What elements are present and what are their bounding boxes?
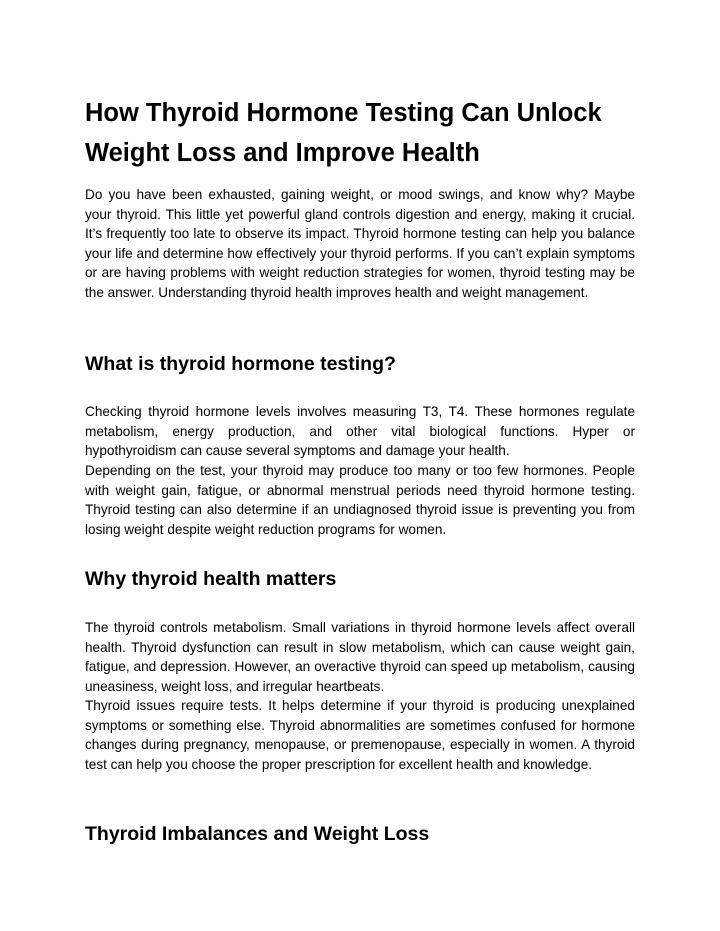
intro-paragraph: Do you have been exhausted, gaining weight, or mood swings, and know why? Maybe your thyroid. This little yet powerful gland controls digestion and energy, making it crucial. It’s frequently too late to observe its impact. Thyroid hormone testing can help you balance your life and determine how effectively your thyroid performs. If you can’t explain symptoms or are having problems with weight reduction strategies for women, thyroid testing may be the answer. Understanding thyroid health improves health and weight management. [85,187,635,300]
section-paragraph: Depending on the test, your thyroid may produce too many or too few hormones. People with weight gain, fatigue, or abnormal menstrual periods need thyroid hormone testing. Thyroid testing can also determine if an undiagnosed thyroid issue is preventing you from losing weight despite weight reduction programs for women. [85,463,635,537]
section-paragraph: Checking thyroid hormone levels involves measuring T3, T4. These hormones regulate metabolism, energy production, and other vital biological functions. Hyper or hypothyroidism can cause several symptoms and damage your health. [85,404,635,459]
page-title: How Thyroid Hormone Testing Can Unlock Weight Loss and Improve Health [85,99,602,167]
section-heading-why-it-matters: Why thyroid health matters [85,568,337,590]
section-heading-what-is-testing: What is thyroid hormone testing? [85,353,396,375]
section-paragraph: The thyroid controls metabolism. Small variations in thyroid hormone levels affect overall health. Thyroid dysfunction can result in slow metabolism, which can cause weight gain, fatigue, and depression. However, an overactive thyroid can speed up metabolism, causing uneasiness, weight loss, and irregular heartbeats. [85,620,635,694]
section-paragraph: Thyroid issues require tests. It helps determine if your thyroid is producing unexplained symptoms or something else. Thyroid abnormalities are sometimes confused for hormone changes during pregnancy, menopause, or premenopause, especially in women. A thyroid test can help you choose the proper prescription for excellent health and knowledge. [85,698,635,772]
section-heading-imbalances: Thyroid Imbalances and Weight Loss [85,823,430,845]
